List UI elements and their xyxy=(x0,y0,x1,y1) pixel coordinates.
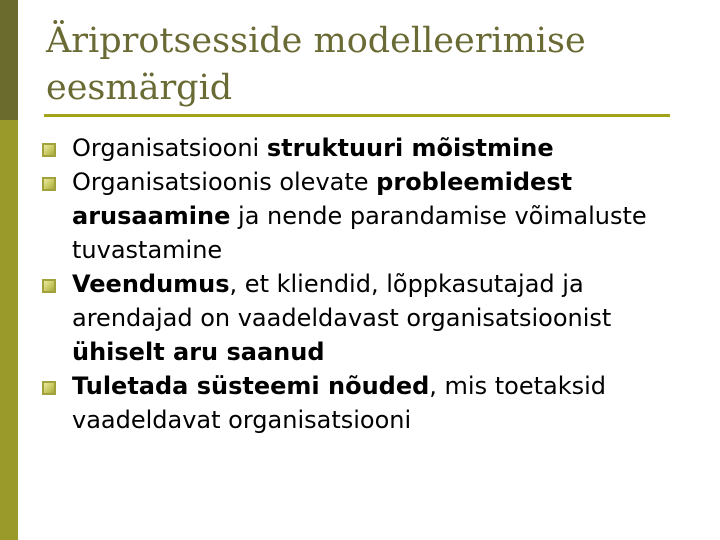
bullet-text-bold-segment: Tuletada süsteemi nõuded xyxy=(72,372,430,400)
square-bullet-icon xyxy=(42,143,56,157)
bullet-text-bold-segment: Veendumus xyxy=(72,270,230,298)
bullet-text xyxy=(72,372,606,434)
bullet-text xyxy=(72,270,611,366)
sidebar-accent-bottom xyxy=(0,120,18,540)
bullet-item-3 xyxy=(42,267,702,369)
square-bullet-icon xyxy=(42,177,56,191)
bullet-text-segment: , et kliendid, lõppkasutajad ja arendajad on vaadeldavast organisatsioonist xyxy=(72,270,612,332)
bullet-text-segment: Organisatsioonis olevate xyxy=(72,168,377,196)
bullet-item-2 xyxy=(42,165,702,267)
square-bullet-icon xyxy=(42,381,56,395)
bullet-text-segment: , mis toetaksid vaadeldavat organisatsiooni xyxy=(72,372,607,434)
slide-title-line-1: Äriprotsesside modelleerimise xyxy=(46,21,586,61)
bullet-text-segment: ja nende parandamise võimaluste tuvastamine xyxy=(72,202,647,264)
slide-title-line-2: eesmärgid xyxy=(46,68,233,108)
bullet-text-bold-segment: probleemidest arusaamine xyxy=(72,168,573,230)
bullet-item-4 xyxy=(42,369,702,437)
bullet-text xyxy=(72,168,647,264)
slide-title xyxy=(46,18,686,112)
bullet-text-bold-segment: ühiselt aru saanud xyxy=(72,338,325,366)
bullet-item-1 xyxy=(42,131,702,165)
sidebar-accent-top xyxy=(0,0,18,120)
bullet-text xyxy=(72,134,554,162)
title-underline xyxy=(44,114,670,117)
square-bullet-icon xyxy=(42,279,56,293)
bullet-text-segment: Organisatsiooni xyxy=(72,134,267,162)
bullet-list xyxy=(42,131,702,437)
bullet-text-bold-segment: struktuuri mõistmine xyxy=(266,134,554,162)
